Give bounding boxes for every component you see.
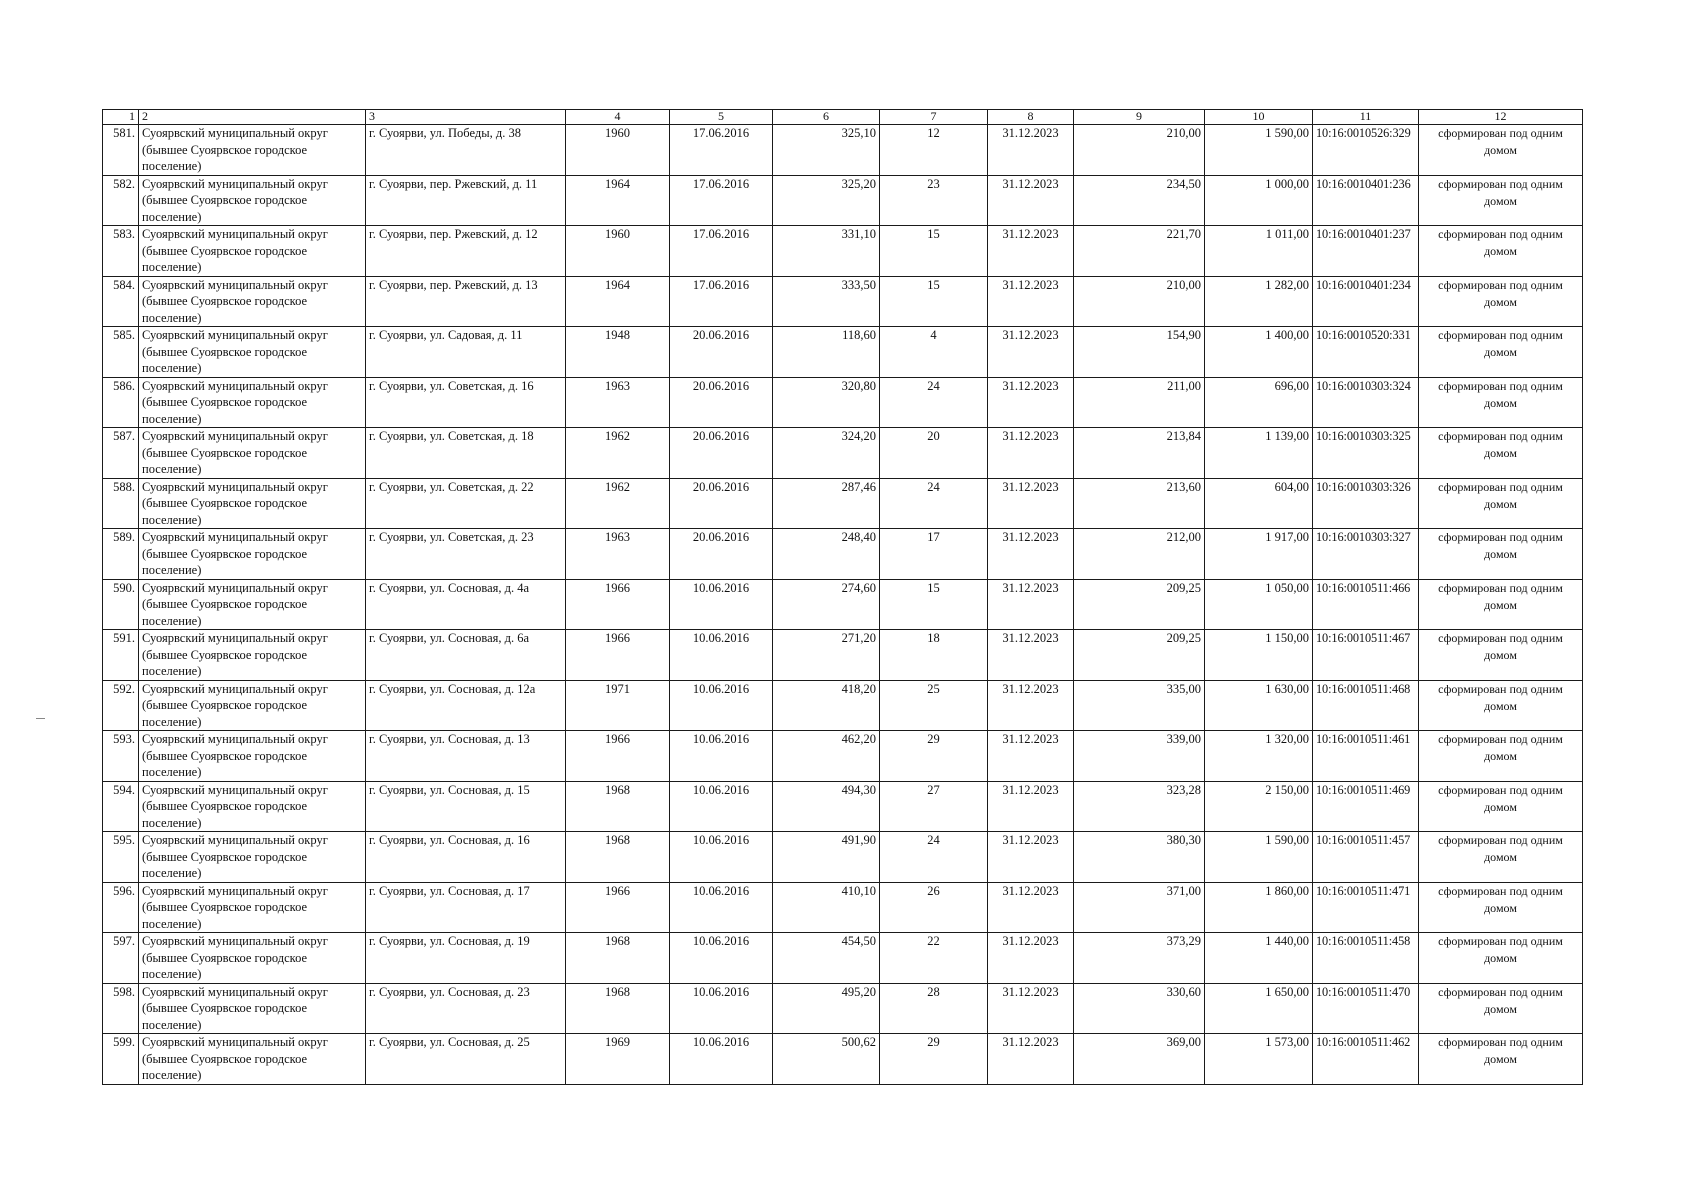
area-cell: 274,60 bbox=[773, 579, 880, 630]
cadastral-number-cell: 10:16:0010401:237 bbox=[1313, 226, 1419, 277]
value-10-cell: 1 000,00 bbox=[1205, 175, 1313, 226]
value-10-cell: 1 590,00 bbox=[1205, 125, 1313, 176]
end-date-cell: 31.12.2023 bbox=[988, 680, 1074, 731]
municipality-cell: Суоярвский муниципальный округ (бывшее Суоярвское городское поселение) bbox=[139, 1034, 366, 1085]
area-cell: 454,50 bbox=[773, 933, 880, 984]
status-cell: сформирован под одним домом bbox=[1419, 781, 1583, 832]
end-date-cell: 31.12.2023 bbox=[988, 882, 1074, 933]
address-cell: г. Суоярви, ул. Сосновая, д. 17 bbox=[366, 882, 566, 933]
address-cell: г. Суоярви, ул. Сосновая, д. 15 bbox=[366, 781, 566, 832]
cadastral-number-cell: 10:16:0010401:234 bbox=[1313, 276, 1419, 327]
end-date-cell: 31.12.2023 bbox=[988, 428, 1074, 479]
year-cell: 1948 bbox=[566, 327, 670, 378]
row-number: 587. bbox=[103, 428, 139, 479]
municipality-cell: Суоярвский муниципальный округ (бывшее Суоярвское городское поселение) bbox=[139, 478, 366, 529]
row-number: 582. bbox=[103, 175, 139, 226]
count-cell: 26 bbox=[880, 882, 988, 933]
row-number: 597. bbox=[103, 933, 139, 984]
status-cell: сформирован под одним домом bbox=[1419, 832, 1583, 883]
municipality-cell: Суоярвский муниципальный округ (бывшее Суоярвское городское поселение) bbox=[139, 933, 366, 984]
value-10-cell: 1 150,00 bbox=[1205, 630, 1313, 681]
cadastral-number-cell: 10:16:0010520:331 bbox=[1313, 327, 1419, 378]
municipality-cell: Суоярвский муниципальный округ (бывшее Суоярвское городское поселение) bbox=[139, 781, 366, 832]
date-cell: 17.06.2016 bbox=[670, 276, 773, 327]
municipality-cell: Суоярвский муниципальный округ (бывшее Суоярвское городское поселение) bbox=[139, 630, 366, 681]
header-cell-10: 10 bbox=[1205, 110, 1313, 125]
count-cell: 24 bbox=[880, 478, 988, 529]
year-cell: 1966 bbox=[566, 731, 670, 782]
row-number: 598. bbox=[103, 983, 139, 1034]
end-date-cell: 31.12.2023 bbox=[988, 175, 1074, 226]
end-date-cell: 31.12.2023 bbox=[988, 579, 1074, 630]
value-9-cell: 213,60 bbox=[1074, 478, 1205, 529]
year-cell: 1960 bbox=[566, 226, 670, 277]
date-cell: 10.06.2016 bbox=[670, 933, 773, 984]
status-cell: сформирован под одним домом bbox=[1419, 125, 1583, 176]
table-row bbox=[103, 226, 1583, 277]
cadastral-number-cell: 10:16:0010401:236 bbox=[1313, 175, 1419, 226]
value-9-cell: 213,84 bbox=[1074, 428, 1205, 479]
row-number: 585. bbox=[103, 327, 139, 378]
row-number: 599. bbox=[103, 1034, 139, 1085]
end-date-cell: 31.12.2023 bbox=[988, 478, 1074, 529]
municipality-cell: Суоярвский муниципальный округ (бывшее Суоярвское городское поселение) bbox=[139, 882, 366, 933]
status-cell: сформирован под одним домом bbox=[1419, 882, 1583, 933]
municipality-cell: Суоярвский муниципальный округ (бывшее Суоярвское городское поселение) bbox=[139, 579, 366, 630]
table-row bbox=[103, 933, 1583, 984]
cadastral-number-cell: 10:16:0010511:467 bbox=[1313, 630, 1419, 681]
area-cell: 331,10 bbox=[773, 226, 880, 277]
municipality-cell: Суоярвский муниципальный округ (бывшее Суоярвское городское поселение) bbox=[139, 377, 366, 428]
area-cell: 324,20 bbox=[773, 428, 880, 479]
count-cell: 15 bbox=[880, 579, 988, 630]
municipality-cell: Суоярвский муниципальный округ (бывшее Суоярвское городское поселение) bbox=[139, 731, 366, 782]
date-cell: 20.06.2016 bbox=[670, 478, 773, 529]
value-9-cell: 209,25 bbox=[1074, 630, 1205, 681]
address-cell: г. Суоярви, ул. Советская, д. 23 bbox=[366, 529, 566, 580]
year-cell: 1969 bbox=[566, 1034, 670, 1085]
header-cell-11: 11 bbox=[1313, 110, 1419, 125]
status-cell: сформирован под одним домом bbox=[1419, 327, 1583, 378]
value-9-cell: 330,60 bbox=[1074, 983, 1205, 1034]
cadastral-number-cell: 10:16:0010511:468 bbox=[1313, 680, 1419, 731]
status-cell: сформирован под одним домом bbox=[1419, 1034, 1583, 1085]
count-cell: 18 bbox=[880, 630, 988, 681]
year-cell: 1968 bbox=[566, 832, 670, 883]
area-cell: 287,46 bbox=[773, 478, 880, 529]
area-cell: 325,20 bbox=[773, 175, 880, 226]
header-cell-2: 2 bbox=[139, 110, 366, 125]
municipality-cell: Суоярвский муниципальный округ (бывшее Суоярвское городское поселение) bbox=[139, 832, 366, 883]
end-date-cell: 31.12.2023 bbox=[988, 781, 1074, 832]
year-cell: 1960 bbox=[566, 125, 670, 176]
status-cell: сформирован под одним домом bbox=[1419, 478, 1583, 529]
year-cell: 1966 bbox=[566, 630, 670, 681]
cadastral-number-cell: 10:16:0010511:469 bbox=[1313, 781, 1419, 832]
value-10-cell: 1 139,00 bbox=[1205, 428, 1313, 479]
table-row bbox=[103, 428, 1583, 479]
year-cell: 1971 bbox=[566, 680, 670, 731]
value-9-cell: 371,00 bbox=[1074, 882, 1205, 933]
cadastral-number-cell: 10:16:0010511:462 bbox=[1313, 1034, 1419, 1085]
address-cell: г. Суоярви, ул. Сосновая, д. 19 bbox=[366, 933, 566, 984]
area-cell: 248,40 bbox=[773, 529, 880, 580]
table-row bbox=[103, 529, 1583, 580]
row-number: 586. bbox=[103, 377, 139, 428]
row-number: 590. bbox=[103, 579, 139, 630]
date-cell: 10.06.2016 bbox=[670, 1034, 773, 1085]
area-cell: 462,20 bbox=[773, 731, 880, 782]
value-10-cell: 1 590,00 bbox=[1205, 832, 1313, 883]
table-row bbox=[103, 276, 1583, 327]
table-row bbox=[103, 478, 1583, 529]
header-cell-7: 7 bbox=[880, 110, 988, 125]
year-cell: 1962 bbox=[566, 478, 670, 529]
address-cell: г. Суоярви, ул. Советская, д. 18 bbox=[366, 428, 566, 479]
year-cell: 1964 bbox=[566, 276, 670, 327]
value-10-cell: 1 650,00 bbox=[1205, 983, 1313, 1034]
cadastral-number-cell: 10:16:0010511:471 bbox=[1313, 882, 1419, 933]
count-cell: 15 bbox=[880, 276, 988, 327]
table-row bbox=[103, 630, 1583, 681]
count-cell: 23 bbox=[880, 175, 988, 226]
end-date-cell: 31.12.2023 bbox=[988, 933, 1074, 984]
cadastral-number-cell: 10:16:0010303:327 bbox=[1313, 529, 1419, 580]
address-cell: г. Суоярви, ул. Сосновая, д. 13 bbox=[366, 731, 566, 782]
cadastral-number-cell: 10:16:0010303:324 bbox=[1313, 377, 1419, 428]
municipality-cell: Суоярвский муниципальный округ (бывшее Суоярвское городское поселение) bbox=[139, 327, 366, 378]
row-number: 588. bbox=[103, 478, 139, 529]
status-cell: сформирован под одним домом bbox=[1419, 680, 1583, 731]
count-cell: 28 bbox=[880, 983, 988, 1034]
year-cell: 1964 bbox=[566, 175, 670, 226]
cadastral-number-cell: 10:16:0010303:325 bbox=[1313, 428, 1419, 479]
value-9-cell: 212,00 bbox=[1074, 529, 1205, 580]
end-date-cell: 31.12.2023 bbox=[988, 125, 1074, 176]
cadastral-number-cell: 10:16:0010511:466 bbox=[1313, 579, 1419, 630]
table-row bbox=[103, 175, 1583, 226]
header-cell-12: 12 bbox=[1419, 110, 1583, 125]
status-cell: сформирован под одним домом bbox=[1419, 529, 1583, 580]
address-cell: г. Суоярви, ул. Сосновая, д. 4а bbox=[366, 579, 566, 630]
value-9-cell: 369,00 bbox=[1074, 1034, 1205, 1085]
header-cell-5: 5 bbox=[670, 110, 773, 125]
municipality-cell: Суоярвский муниципальный округ (бывшее Суоярвское городское поселение) bbox=[139, 125, 366, 176]
value-10-cell: 1 320,00 bbox=[1205, 731, 1313, 782]
status-cell: сформирован под одним домом bbox=[1419, 377, 1583, 428]
table-row bbox=[103, 832, 1583, 883]
area-cell: 418,20 bbox=[773, 680, 880, 731]
value-9-cell: 335,00 bbox=[1074, 680, 1205, 731]
table-row bbox=[103, 327, 1583, 378]
status-cell: сформирован под одним домом bbox=[1419, 276, 1583, 327]
row-number: 595. bbox=[103, 832, 139, 883]
margin-mark bbox=[36, 718, 45, 719]
cadastral-number-cell: 10:16:0010526:329 bbox=[1313, 125, 1419, 176]
date-cell: 20.06.2016 bbox=[670, 428, 773, 479]
municipality-cell: Суоярвский муниципальный округ (бывшее Суоярвское городское поселение) bbox=[139, 175, 366, 226]
value-10-cell: 1 630,00 bbox=[1205, 680, 1313, 731]
area-cell: 495,20 bbox=[773, 983, 880, 1034]
status-cell: сформирован под одним домом bbox=[1419, 933, 1583, 984]
header-cell-8: 8 bbox=[988, 110, 1074, 125]
address-cell: г. Суоярви, пер. Ржевский, д. 13 bbox=[366, 276, 566, 327]
status-cell: сформирован под одним домом bbox=[1419, 630, 1583, 681]
row-number: 594. bbox=[103, 781, 139, 832]
area-cell: 491,90 bbox=[773, 832, 880, 883]
header-cell-3: 3 bbox=[366, 110, 566, 125]
count-cell: 24 bbox=[880, 832, 988, 883]
value-9-cell: 380,30 bbox=[1074, 832, 1205, 883]
status-cell: сформирован под одним домом bbox=[1419, 579, 1583, 630]
year-cell: 1968 bbox=[566, 781, 670, 832]
year-cell: 1966 bbox=[566, 882, 670, 933]
row-number: 589. bbox=[103, 529, 139, 580]
header-cell-6: 6 bbox=[773, 110, 880, 125]
table-row bbox=[103, 983, 1583, 1034]
cadastral-number-cell: 10:16:0010511:461 bbox=[1313, 731, 1419, 782]
end-date-cell: 31.12.2023 bbox=[988, 731, 1074, 782]
status-cell: сформирован под одним домом bbox=[1419, 428, 1583, 479]
status-cell: сформирован под одним домом bbox=[1419, 226, 1583, 277]
header-cell-1: 1 bbox=[103, 110, 139, 125]
date-cell: 20.06.2016 bbox=[670, 529, 773, 580]
municipality-cell: Суоярвский муниципальный округ (бывшее Суоярвское городское поселение) bbox=[139, 428, 366, 479]
row-number: 596. bbox=[103, 882, 139, 933]
date-cell: 10.06.2016 bbox=[670, 832, 773, 883]
date-cell: 20.06.2016 bbox=[670, 327, 773, 378]
date-cell: 17.06.2016 bbox=[670, 226, 773, 277]
count-cell: 22 bbox=[880, 933, 988, 984]
status-cell: сформирован под одним домом bbox=[1419, 731, 1583, 782]
date-cell: 10.06.2016 bbox=[670, 781, 773, 832]
value-10-cell: 1 917,00 bbox=[1205, 529, 1313, 580]
count-cell: 29 bbox=[880, 731, 988, 782]
end-date-cell: 31.12.2023 bbox=[988, 226, 1074, 277]
end-date-cell: 31.12.2023 bbox=[988, 529, 1074, 580]
area-cell: 271,20 bbox=[773, 630, 880, 681]
value-9-cell: 210,00 bbox=[1074, 125, 1205, 176]
table-row bbox=[103, 1034, 1583, 1085]
area-cell: 333,50 bbox=[773, 276, 880, 327]
table-row bbox=[103, 680, 1583, 731]
date-cell: 20.06.2016 bbox=[670, 377, 773, 428]
end-date-cell: 31.12.2023 bbox=[988, 983, 1074, 1034]
registry-table bbox=[102, 109, 1583, 1085]
table-row bbox=[103, 731, 1583, 782]
year-cell: 1966 bbox=[566, 579, 670, 630]
count-cell: 17 bbox=[880, 529, 988, 580]
municipality-cell: Суоярвский муниципальный округ (бывшее Суоярвское городское поселение) bbox=[139, 983, 366, 1034]
municipality-cell: Суоярвский муниципальный округ (бывшее Суоярвское городское поселение) bbox=[139, 226, 366, 277]
address-cell: г. Суоярви, ул. Сосновая, д. 6а bbox=[366, 630, 566, 681]
area-cell: 494,30 bbox=[773, 781, 880, 832]
address-cell: г. Суоярви, ул. Советская, д. 16 bbox=[366, 377, 566, 428]
count-cell: 27 bbox=[880, 781, 988, 832]
value-10-cell: 1 440,00 bbox=[1205, 933, 1313, 984]
area-cell: 410,10 bbox=[773, 882, 880, 933]
end-date-cell: 31.12.2023 bbox=[988, 276, 1074, 327]
header-cell-4: 4 bbox=[566, 110, 670, 125]
value-9-cell: 210,00 bbox=[1074, 276, 1205, 327]
area-cell: 325,10 bbox=[773, 125, 880, 176]
address-cell: г. Суоярви, ул. Сосновая, д. 16 bbox=[366, 832, 566, 883]
area-cell: 500,62 bbox=[773, 1034, 880, 1085]
address-cell: г. Суоярви, ул. Сосновая, д. 23 bbox=[366, 983, 566, 1034]
row-number: 581. bbox=[103, 125, 139, 176]
area-cell: 118,60 bbox=[773, 327, 880, 378]
count-cell: 24 bbox=[880, 377, 988, 428]
address-cell: г. Суоярви, ул. Сосновая, д. 12а bbox=[366, 680, 566, 731]
count-cell: 4 bbox=[880, 327, 988, 378]
date-cell: 10.06.2016 bbox=[670, 579, 773, 630]
date-cell: 10.06.2016 bbox=[670, 630, 773, 681]
cadastral-number-cell: 10:16:0010511:470 bbox=[1313, 983, 1419, 1034]
municipality-cell: Суоярвский муниципальный округ (бывшее Суоярвское городское поселение) bbox=[139, 276, 366, 327]
count-cell: 12 bbox=[880, 125, 988, 176]
row-number: 583. bbox=[103, 226, 139, 277]
address-cell: г. Суоярви, ул. Советская, д. 22 bbox=[366, 478, 566, 529]
value-9-cell: 221,70 bbox=[1074, 226, 1205, 277]
value-10-cell: 1 400,00 bbox=[1205, 327, 1313, 378]
year-cell: 1963 bbox=[566, 529, 670, 580]
date-cell: 10.06.2016 bbox=[670, 680, 773, 731]
count-cell: 20 bbox=[880, 428, 988, 479]
year-cell: 1963 bbox=[566, 377, 670, 428]
date-cell: 10.06.2016 bbox=[670, 882, 773, 933]
date-cell: 10.06.2016 bbox=[670, 983, 773, 1034]
row-number: 593. bbox=[103, 731, 139, 782]
cadastral-number-cell: 10:16:0010511:458 bbox=[1313, 933, 1419, 984]
table-row bbox=[103, 781, 1583, 832]
count-cell: 15 bbox=[880, 226, 988, 277]
value-10-cell: 1 573,00 bbox=[1205, 1034, 1313, 1085]
value-9-cell: 373,29 bbox=[1074, 933, 1205, 984]
status-cell: сформирован под одним домом bbox=[1419, 175, 1583, 226]
value-9-cell: 339,00 bbox=[1074, 731, 1205, 782]
value-9-cell: 323,28 bbox=[1074, 781, 1205, 832]
address-cell: г. Суоярви, ул. Садовая, д. 11 bbox=[366, 327, 566, 378]
value-10-cell: 696,00 bbox=[1205, 377, 1313, 428]
date-cell: 17.06.2016 bbox=[670, 175, 773, 226]
table-row bbox=[103, 882, 1583, 933]
end-date-cell: 31.12.2023 bbox=[988, 832, 1074, 883]
value-9-cell: 234,50 bbox=[1074, 175, 1205, 226]
value-9-cell: 211,00 bbox=[1074, 377, 1205, 428]
value-10-cell: 1 860,00 bbox=[1205, 882, 1313, 933]
row-number: 591. bbox=[103, 630, 139, 681]
area-cell: 320,80 bbox=[773, 377, 880, 428]
table-row bbox=[103, 377, 1583, 428]
address-cell: г. Суоярви, ул. Сосновая, д. 25 bbox=[366, 1034, 566, 1085]
municipality-cell: Суоярвский муниципальный округ (бывшее Суоярвское городское поселение) bbox=[139, 529, 366, 580]
cadastral-number-cell: 10:16:0010303:326 bbox=[1313, 478, 1419, 529]
value-10-cell: 2 150,00 bbox=[1205, 781, 1313, 832]
end-date-cell: 31.12.2023 bbox=[988, 1034, 1074, 1085]
value-9-cell: 209,25 bbox=[1074, 579, 1205, 630]
year-cell: 1968 bbox=[566, 933, 670, 984]
status-cell: сформирован под одним домом bbox=[1419, 983, 1583, 1034]
end-date-cell: 31.12.2023 bbox=[988, 377, 1074, 428]
table-row bbox=[103, 579, 1583, 630]
year-cell: 1962 bbox=[566, 428, 670, 479]
table-row bbox=[103, 125, 1583, 176]
address-cell: г. Суоярви, пер. Ржевский, д. 11 bbox=[366, 175, 566, 226]
address-cell: г. Суоярви, ул. Победы, д. 38 bbox=[366, 125, 566, 176]
value-10-cell: 604,00 bbox=[1205, 478, 1313, 529]
municipality-cell: Суоярвский муниципальный округ (бывшее Суоярвское городское поселение) bbox=[139, 680, 366, 731]
count-cell: 25 bbox=[880, 680, 988, 731]
cadastral-number-cell: 10:16:0010511:457 bbox=[1313, 832, 1419, 883]
end-date-cell: 31.12.2023 bbox=[988, 327, 1074, 378]
value-10-cell: 1 282,00 bbox=[1205, 276, 1313, 327]
header-cell-9: 9 bbox=[1074, 110, 1205, 125]
header-row bbox=[103, 110, 1583, 125]
row-number: 584. bbox=[103, 276, 139, 327]
row-number: 592. bbox=[103, 680, 139, 731]
value-9-cell: 154,90 bbox=[1074, 327, 1205, 378]
value-10-cell: 1 011,00 bbox=[1205, 226, 1313, 277]
address-cell: г. Суоярви, пер. Ржевский, д. 12 bbox=[366, 226, 566, 277]
year-cell: 1968 bbox=[566, 983, 670, 1034]
date-cell: 10.06.2016 bbox=[670, 731, 773, 782]
value-10-cell: 1 050,00 bbox=[1205, 579, 1313, 630]
end-date-cell: 31.12.2023 bbox=[988, 630, 1074, 681]
count-cell: 29 bbox=[880, 1034, 988, 1085]
date-cell: 17.06.2016 bbox=[670, 125, 773, 176]
